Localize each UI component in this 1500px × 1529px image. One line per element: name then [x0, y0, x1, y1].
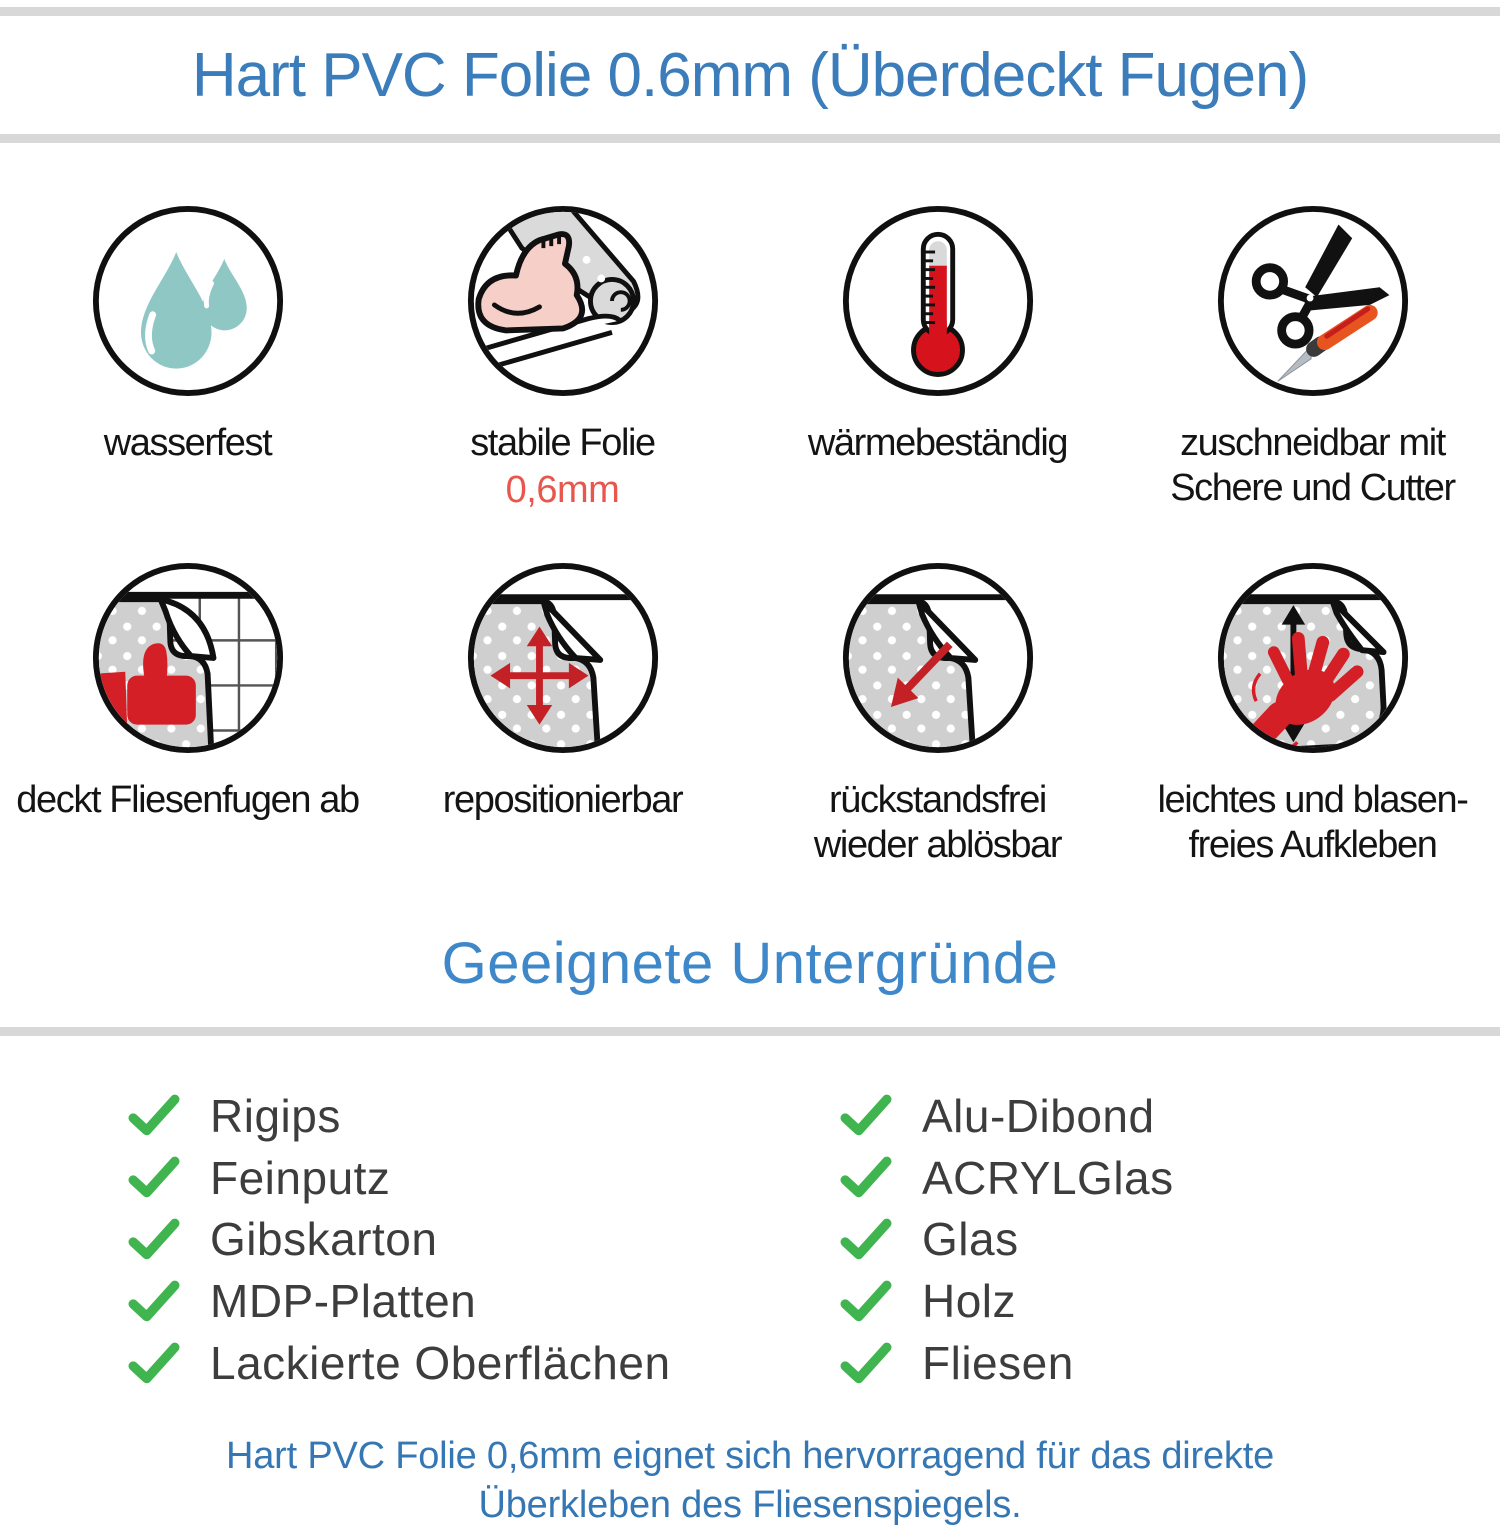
page-title: Hart PVC Folie 0.6mm (Überdeckt Fugen) — [191, 41, 1309, 110]
check-icon — [840, 1218, 892, 1262]
water-drops-icon — [90, 203, 286, 399]
check-icon — [840, 1280, 892, 1324]
substrates-right-column — [840, 1090, 1174, 1390]
repositionable-icon — [465, 560, 661, 756]
list-item — [128, 1337, 840, 1390]
bubble-free-icon — [1215, 560, 1411, 756]
feature-label: zuschneidbar mit Schere und Cutter — [1170, 422, 1455, 510]
thermometer-icon — [840, 203, 1036, 399]
feature-label: leichtes und blasen-freies Aufkleben — [1157, 779, 1468, 866]
substrate-label: Gibskarton — [210, 1213, 438, 1266]
substrate-label: Lackierte Oberflächen — [210, 1337, 671, 1390]
feature-cuttable — [1125, 203, 1500, 512]
check-icon — [840, 1156, 892, 1200]
check-icon — [128, 1156, 180, 1200]
list-item — [840, 1090, 1174, 1143]
substrates-list — [0, 1036, 1500, 1390]
residue-free-icon — [840, 560, 1036, 756]
feature-label: wasserfest — [103, 422, 272, 465]
feature-label: stabile Folie — [470, 422, 655, 465]
feature-covers-joints — [0, 560, 375, 868]
feature-grid — [0, 143, 1500, 867]
check-icon — [128, 1218, 180, 1262]
top-divider — [0, 7, 1500, 16]
check-icon — [128, 1280, 180, 1324]
section-title: Geeignete Untergründe — [441, 930, 1059, 996]
covers-tile-joints-icon — [90, 560, 286, 756]
substrate-label: Holz — [922, 1275, 1017, 1328]
check-icon — [840, 1094, 892, 1138]
substrate-label: Glas — [922, 1213, 1019, 1266]
substrate-label: ACRYLGlas — [922, 1151, 1174, 1204]
section-divider — [0, 1027, 1500, 1036]
substrate-label: Feinputz — [210, 1151, 391, 1204]
feature-label: repositionierbar — [442, 779, 683, 822]
substrates-left-column — [128, 1090, 840, 1390]
feature-label: wärmebeständig — [807, 422, 1068, 465]
list-item — [840, 1152, 1174, 1205]
strong-foil-icon — [465, 203, 661, 399]
feature-stable-foil — [375, 203, 750, 512]
list-item — [128, 1152, 840, 1205]
list-item — [840, 1275, 1174, 1328]
feature-label: deckt Fliesenfugen ab — [16, 779, 359, 822]
list-item — [128, 1090, 840, 1143]
scissors-cutter-icon — [1215, 203, 1411, 399]
feature-label: rückstandsfrei wieder ablösbar — [813, 779, 1062, 866]
substrate-label: Alu-Dibond — [922, 1089, 1155, 1142]
check-icon — [840, 1342, 892, 1386]
footer-line-2: Überkleben des Fliesenspiegels. — [478, 1483, 1022, 1526]
feature-heat-resistant — [750, 203, 1125, 512]
substrate-label: MDP-Platten — [210, 1275, 477, 1328]
feature-residue-free — [750, 560, 1125, 868]
check-icon — [128, 1094, 180, 1138]
check-icon — [128, 1342, 180, 1386]
list-item — [840, 1337, 1174, 1390]
list-item — [840, 1213, 1174, 1266]
list-item — [128, 1275, 840, 1328]
footer-note — [0, 1432, 1500, 1529]
footer-line-1: Hart PVC Folie 0,6mm eignet sich hervorragend für das direkte — [225, 1435, 1275, 1478]
substrate-label: Rigips — [210, 1089, 341, 1142]
feature-repositionable — [375, 560, 750, 868]
feature-waterproof — [0, 203, 375, 512]
substrate-label: Fliesen — [922, 1337, 1074, 1390]
feature-bubble-free — [1125, 560, 1500, 868]
title-divider — [0, 134, 1500, 143]
list-item — [128, 1213, 840, 1266]
thickness-value: 0,6mm — [505, 469, 620, 512]
